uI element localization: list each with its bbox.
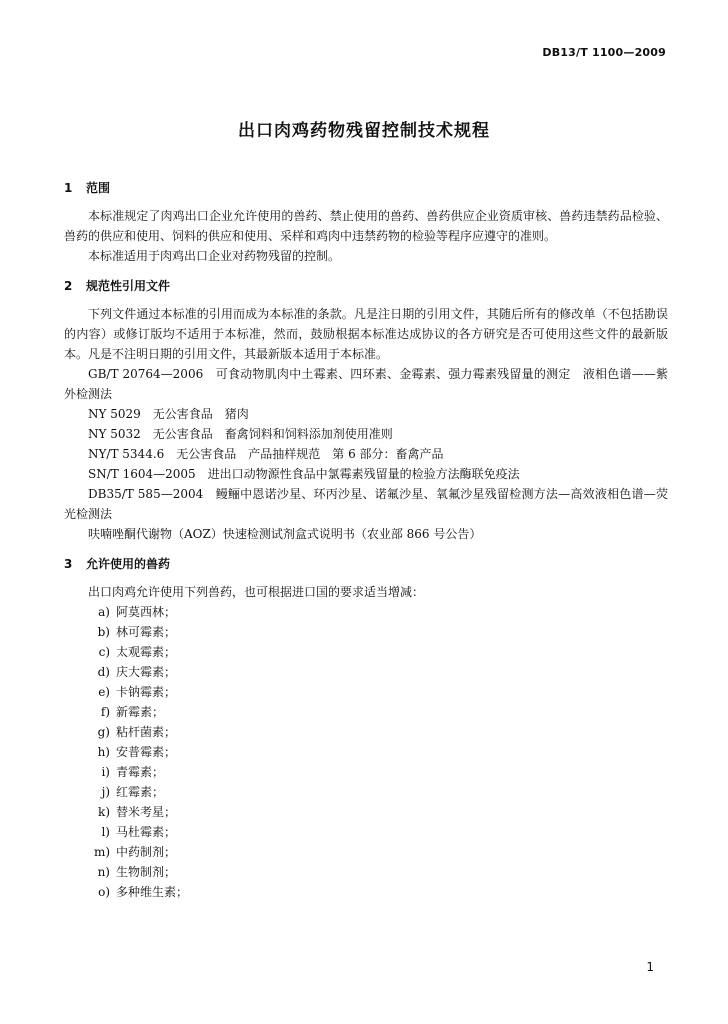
list-item-text: 中药制剂； [116,845,177,859]
section-number: 2 [64,279,73,293]
list-marker: d) [97,665,110,679]
list-item-text: 新霉素； [116,705,165,719]
reference-item: GB/T 20764—2006 可食动物肌肉中土霉素、四环素、金霉素、强力霉素残留量的测定 液相色谱——紫外检测法 [64,367,668,401]
reference-item: NY 5032 无公害食品 畜禽饲料和饲料添加剂使用准则 [88,427,393,441]
list-item [64,702,668,722]
list-item-text: 卡钠霉素； [116,685,177,699]
list-item [64,602,668,622]
document-title: 出口肉鸡药物残留控制技术规程 [238,121,490,141]
reference-item: NY 5029 无公害食品 猪肉 [88,407,249,421]
list-item-text: 庆大霉素； [116,665,177,679]
section-number: 3 [64,557,73,571]
list-marker: j) [101,785,110,799]
list-item [64,742,668,762]
list-item [64,722,668,742]
paragraph: 本标准适用于肉鸡出口企业对药物残留的控制。 [88,249,341,263]
paragraph: 本标准规定了肉鸡出口企业允许使用的兽药、禁止使用的兽药、兽药供应企业资质审核、兽药违禁药品检验、兽药的供应和使用、饲料的供应和使用、采样和鸡肉中违禁药物的检验等程序应遵守的准则。 [64,209,668,243]
list-item-text: 马杜霉素； [116,825,177,839]
standard-code: DB13/T 1100—2009 [542,46,666,59]
paragraph: 下列文件通过本标准的引用而成为本标准的条款。凡是注日期的引用文件，其随后所有的修改单（不包括勘误的内容）或修订版均不适用于本标准，然而，鼓励根据本标准达成协议的各方研究是否可使用这些文件的最新版本。凡是不注明日期的引用文件，其最新版本适用于本标准。 [64,307,668,361]
list-marker: n) [97,865,110,879]
reference-item: 呋喃唑酮代谢物（AOZ）快速检测试剂盒式说明书（农业部 866 号公告） [88,527,482,541]
page-number: 1 [646,960,654,974]
section-3-heading [64,554,668,574]
list-marker: h) [97,745,110,759]
list-item [64,862,668,882]
list-item-text: 林可霉素； [116,625,177,639]
list-item [64,822,668,842]
section-title: 范围 [86,181,111,195]
list-item-text: 阿莫西林； [116,605,177,619]
list-marker: c) [98,645,110,659]
list-item-text: 太观霉素； [116,645,177,659]
list-marker: k) [98,805,110,819]
reference-item: SN/T 1604—2005 进出口动物源性食品中氯霉素残留量的检验方法酶联免疫法 [88,467,520,481]
list-marker: a) [98,605,110,619]
list-marker: b) [97,625,110,639]
list-item [64,802,668,822]
list-item-text: 青霉素； [116,765,165,779]
allowed-drug-list [64,602,668,902]
reference-item: DB35/T 585—2004 鳗鲡中恩诺沙星、环丙沙星、诺氟沙星、氧氟沙星残留检测方法—高效液相色谱—荧光检测法 [64,487,668,521]
list-item-text: 粘杆菌素； [116,725,177,739]
section-title: 规范性引用文件 [86,279,171,293]
reference-item: NY/T 5344.6 无公害食品 产品抽样规范 第 6 部分：畜禽产品 [88,447,444,461]
section-title: 允许使用的兽药 [86,557,171,571]
list-item-text: 安普霉素； [116,745,177,759]
list-marker: m) [93,845,110,859]
list-marker: e) [98,685,110,699]
list-marker: o) [98,885,110,899]
document-body [64,178,668,902]
list-item-text: 生物制剂； [116,865,177,879]
section-number: 1 [64,181,73,195]
list-item [64,622,668,642]
paragraph: 出口肉鸡允许使用下列兽药，也可根据进口国的要求适当增减： [88,585,425,599]
section-1-heading [64,178,668,198]
list-item [64,882,668,902]
list-item [64,762,668,782]
list-marker: i) [101,765,110,779]
list-item-text: 多种维生素； [116,885,189,899]
list-marker: g) [97,725,110,739]
list-marker: l) [101,825,110,839]
list-item [64,682,668,702]
list-item [64,662,668,682]
list-item [64,782,668,802]
list-item-text: 红霉素； [116,785,165,799]
list-item [64,842,668,862]
list-item-text: 替米考星； [116,805,177,819]
list-marker: f) [100,705,110,719]
section-2-heading [64,276,668,296]
list-item [64,642,668,662]
